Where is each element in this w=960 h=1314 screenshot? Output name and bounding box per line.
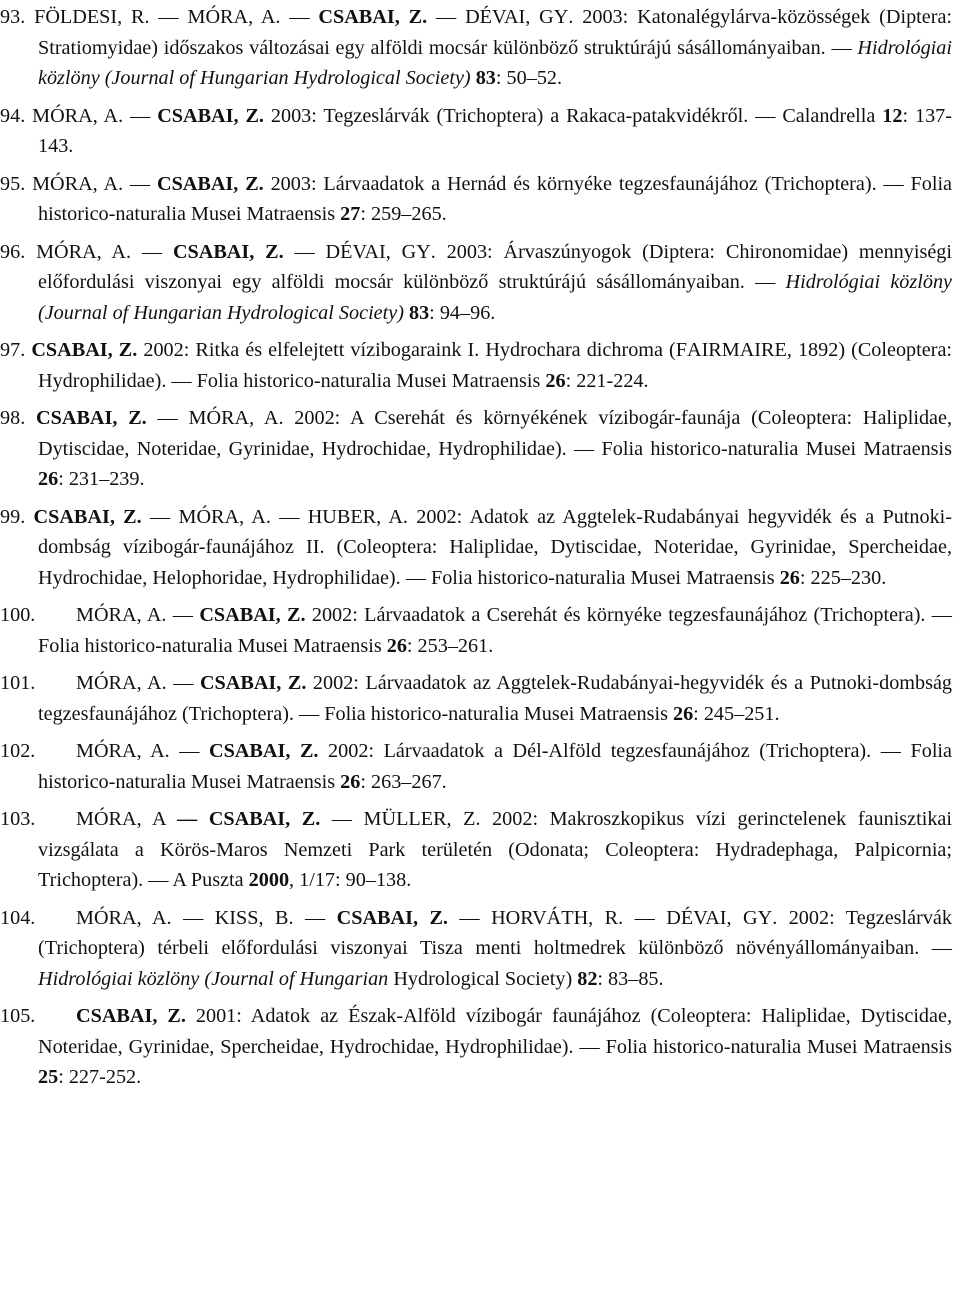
reference-text: 27 <box>340 203 361 225</box>
reference-entry <box>0 903 952 995</box>
reference-text: : 245–251. <box>693 702 780 725</box>
reference-text: — M <box>141 505 197 528</box>
reference-text: , A. — <box>136 672 200 694</box>
reference-text: C <box>199 604 214 626</box>
reference-text: M <box>32 104 51 127</box>
reference-text: , Z. <box>276 672 307 694</box>
reference-text: AIRMAIRE <box>686 339 787 361</box>
reference-text: — M <box>146 407 207 429</box>
reference-text: ÓRA <box>206 407 250 429</box>
reference-text: , G <box>726 906 758 929</box>
reference-entry <box>0 1001 952 1093</box>
reference-text: SABAI <box>187 240 250 263</box>
reference-entry <box>0 2 953 94</box>
reference-text: M <box>76 808 94 830</box>
reference-text: — M <box>320 808 382 830</box>
reference-entry <box>0 335 953 396</box>
reference-entry <box>0 169 953 230</box>
reference-entry <box>0 101 952 162</box>
reference-number: 99. <box>0 505 26 528</box>
reference-text: , Z. 2002: Makroszkopikus vízi gerinctelenek faunisztikai vizsgálata a Körös-Maros Nemzeti Park területén (Odonata; Coleoptera: Hydradephaga, Palpicornia; Trichoptera). — A Puszta <box>38 808 953 891</box>
reference-text: M <box>76 740 94 762</box>
reference-number: 101. <box>0 672 36 694</box>
reference-text: ÓRA <box>50 172 93 195</box>
reference-text: C <box>31 339 46 361</box>
reference-text: , G <box>385 240 417 263</box>
reference-text: ÉVAI <box>340 240 386 263</box>
reference-entry <box>0 237 952 329</box>
reference-text: C <box>199 672 215 694</box>
reference-text: ÓRA <box>93 672 137 694</box>
reference-text: , B. — <box>258 906 337 929</box>
reference-text: , Z. <box>285 808 321 830</box>
reference-text: Hydrological Society) <box>388 967 578 990</box>
reference-number: 105. <box>0 1005 36 1027</box>
reference-text: , A. — <box>136 740 210 762</box>
reference-text: M <box>76 672 94 694</box>
reference-text: : 263–267. <box>360 770 447 793</box>
reference-text: , Z. <box>249 240 284 263</box>
reference-text: 26 <box>672 702 694 725</box>
reference-text: 26 <box>340 770 361 793</box>
reference-text: 2000 <box>248 869 290 891</box>
reference-text: , A. — <box>92 104 158 127</box>
reference-text: : 94–96. <box>429 301 496 324</box>
reference-text: , 1/17: 90–138. <box>289 869 412 891</box>
reference-number: 97. <box>0 339 26 361</box>
reference-text: SABAI <box>45 339 108 361</box>
reference-text: , A. 2002: A Cserehát és környékének vízibogár-faunája (Coleoptera: Haliplidae, Dytiscidae, Noteridae, Gyrinidae, Hydrochidae, Hydrophilidae). — Folia historico-naturalia Musei Matraensis <box>38 407 953 460</box>
reference-number: 96. <box>0 240 26 263</box>
reference-text: 83 <box>408 301 430 324</box>
reference-entry <box>0 736 952 797</box>
reference-text: SABAI <box>333 6 395 28</box>
reference-text: . 2003: Katonalégylárva-közösségek (Diptera: Stratiomyidae) időszakos változásai egy alföldi mocsár különböző struktúrájú sásállományaiban. — <box>38 6 953 59</box>
reference-text: ÉVAI <box>680 906 727 929</box>
reference-text: 2002: Lárvaadatok a Dél-Alföld tegzesfaunájához (Trichoptera). — Folia historico-naturalia Musei Matraensis <box>38 740 952 793</box>
reference-text: , G <box>525 6 554 28</box>
reference-text: 2002: Ritka és elfelejtett vízibogaraink I. Hydrochara dichroma (F <box>137 339 687 361</box>
reference-text: — H <box>447 906 506 929</box>
reference-text: 26 <box>779 566 800 589</box>
reference-text: , Z. <box>275 604 306 626</box>
reference-text: 83 <box>475 67 496 89</box>
reference-text: 82 <box>577 967 598 990</box>
reference-number: 98. <box>0 407 26 429</box>
reference-number: 100. <box>0 604 36 626</box>
reference-text: SABAI <box>90 1005 153 1027</box>
reference-text: — C <box>177 808 224 830</box>
reference-text: , Z. <box>285 740 319 762</box>
reference-text: , Z. <box>233 104 264 127</box>
reference-text: SABAI <box>223 808 286 830</box>
reference-text: , Z. <box>109 505 142 528</box>
reference-text: ÜLLER <box>381 808 447 830</box>
reference-text: C <box>336 906 352 929</box>
reference-text: , Z. <box>107 339 138 361</box>
reference-text: 2001: Adatok az Észak-Alföld vízibogár faunájához (Coleoptera: Haliplidae, Dytiscidae, Noteridae, Gyrinidae, Spercheidae, Hydrochidae, Hydrophilidae). — Folia historico-naturalia Musei Matraensis <box>38 1005 952 1058</box>
reference-text: M <box>76 604 94 626</box>
reference-text: C <box>157 104 172 127</box>
reference-text: SABAI <box>213 604 276 626</box>
reference-text: SABAI <box>50 407 113 429</box>
reference-text: SABAI <box>223 740 286 762</box>
reference-text: , A. — <box>92 172 157 195</box>
reference-text: SABAI <box>171 172 234 195</box>
reference-text: : 227-252. <box>58 1066 142 1088</box>
reference-text: ÓRA <box>93 808 137 830</box>
reference-entry <box>0 804 953 896</box>
reference-entry <box>0 668 953 729</box>
reference-text: , A <box>136 808 178 830</box>
reference-text: M <box>36 240 55 263</box>
reference-text: SABAI <box>351 906 413 929</box>
reference-number: 103. <box>0 808 36 830</box>
reference-text: C <box>36 407 51 429</box>
reference-text: SABAI <box>214 672 277 694</box>
reference-text: 26 <box>386 634 407 657</box>
reference-text: ÉVAI <box>479 6 526 28</box>
reference-text: , R. <box>117 6 159 28</box>
reference-entry <box>0 502 953 594</box>
reference-text: : 50–52. <box>495 67 563 89</box>
reference-text: C <box>33 505 49 528</box>
reference-text: , Z. <box>112 407 147 429</box>
reference-text: : 225–230. <box>799 566 887 589</box>
reference-text: ÓRA <box>205 6 249 28</box>
reference-text: , 1892) (Coleoptera: Hydrophilidae). — Folia historico-naturalia Musei Matraensis <box>38 339 953 392</box>
reference-text: C <box>156 172 172 195</box>
reference-text: 2003: Tegzeslárvák (Trichoptera) a Rakaca-patakvidékről. — Calandrella <box>263 104 883 127</box>
reference-text: ÓRA <box>93 604 137 626</box>
reference-text: 25 <box>38 1066 59 1088</box>
reference-text: C <box>172 240 188 263</box>
reference-text: : 221-224. <box>565 369 649 392</box>
reference-text: , Z. <box>412 906 448 929</box>
reference-text: ÓRA <box>50 104 93 127</box>
reference-text: : 259–265. <box>360 203 447 225</box>
reference-text: SABAI <box>171 104 234 127</box>
reference-number: 94. <box>0 104 26 127</box>
reference-text: 26 <box>545 369 566 392</box>
reference-text: . 2003: Árvaszúnyogok (Diptera: Chironomidae) mennyiségi előfordulási viszonyai egy alföldi mocsár különböző struktúrájú sásállományaiban. — <box>38 240 952 293</box>
reference-text: — D <box>427 6 480 28</box>
reference-list <box>0 2 953 1093</box>
reference-text: — M <box>158 6 206 28</box>
reference-number: 95. <box>0 172 26 195</box>
reference-number: 102. <box>0 740 36 762</box>
reference-text: . 2002: Tegzeslárvák (Trichoptera) térbeli előfordulási viszonyai Tisza menti holtmedrek különböző növényállományaiban. — <box>38 906 952 959</box>
reference-text: C <box>76 1005 91 1027</box>
reference-text: Y <box>416 240 431 263</box>
reference-text: C <box>209 740 224 762</box>
reference-text: , A. — H <box>239 505 323 528</box>
reference-text: ÓRA <box>93 906 137 929</box>
reference-text: , A. — <box>96 240 173 263</box>
reference-text: Hidrológiai közlöny (Journal of Hungarian <box>38 967 389 990</box>
reference-text: 2003: Lárvaadatok a Hernád és környéke tegzesfaunájához (Trichoptera). — Folia historico-naturalia Musei Matraensis <box>38 172 953 225</box>
reference-text: C <box>318 6 333 28</box>
reference-text: 26 <box>38 468 59 490</box>
reference-text: Hidrológiai közlöny (Journal of Hungarian Hydrological Society) <box>38 271 952 324</box>
reference-text: , Z. <box>152 1005 186 1027</box>
reference-text: SABAI <box>48 505 110 528</box>
reference-text: , Z. <box>233 172 264 195</box>
reference-text: Hidrológiai közlöny (Journal of Hungarian Hydrological Society) <box>38 36 952 89</box>
reference-text: UBER <box>322 505 377 528</box>
reference-text: : 253–261. <box>406 634 494 657</box>
reference-text: : 137-143. <box>38 104 952 157</box>
reference-text: Y <box>757 906 773 929</box>
reference-text: : 231–239. <box>58 468 145 490</box>
reference-text: , A. 2002: Adatok az Aggtelek-Rudabányai hegyvidék és a Putnoki-dombság vízibogár-faunájához II. (Coleoptera: Haliplidae, Dytiscidae, Noteridae, Gyrinidae, Spercheidae, Hydrochidae, Helophoridae, Hydrophilidae). — Folia historico-naturalia Musei Matraensis <box>38 505 953 589</box>
reference-text: F <box>34 6 46 28</box>
reference-text: M <box>32 172 51 195</box>
reference-text: ÓRA <box>196 505 240 528</box>
reference-number: 93. <box>0 6 26 28</box>
reference-text: — D <box>283 240 341 263</box>
reference-text: ORVÁTH <box>505 906 589 929</box>
reference-text: ÖLDESI <box>45 6 118 28</box>
reference-text: M <box>76 906 94 929</box>
reference-text: , A. — <box>248 6 319 28</box>
reference-text: : 83–85. <box>597 967 664 990</box>
reference-text: , A. — <box>136 604 200 626</box>
reference-text: , R. — D <box>588 906 681 929</box>
reference-text: ÓRA <box>93 740 137 762</box>
reference-text: 2002: Lárvaadatok a Cserehát és környéke tegzesfaunájához (Trichoptera). — Folia historico-naturalia Musei Matraensis <box>38 604 952 657</box>
reference-entry <box>0 403 953 495</box>
reference-number: 104. <box>0 906 36 929</box>
reference-text: ISS <box>229 906 259 929</box>
reference-text: 12 <box>882 104 903 127</box>
reference-text: , A. — K <box>136 906 230 929</box>
reference-text: 2002: Lárvaadatok az Aggtelek-Rudabányai-hegyvidék és a Putnoki-dombság tegzesfaunájához (Trichoptera). — Folia historico-naturalia Musei Matraensis <box>38 672 953 725</box>
reference-entry <box>0 600 952 661</box>
reference-text: Y <box>553 6 569 28</box>
reference-text: ÓRA <box>54 240 97 263</box>
reference-text: , Z. <box>394 6 428 28</box>
